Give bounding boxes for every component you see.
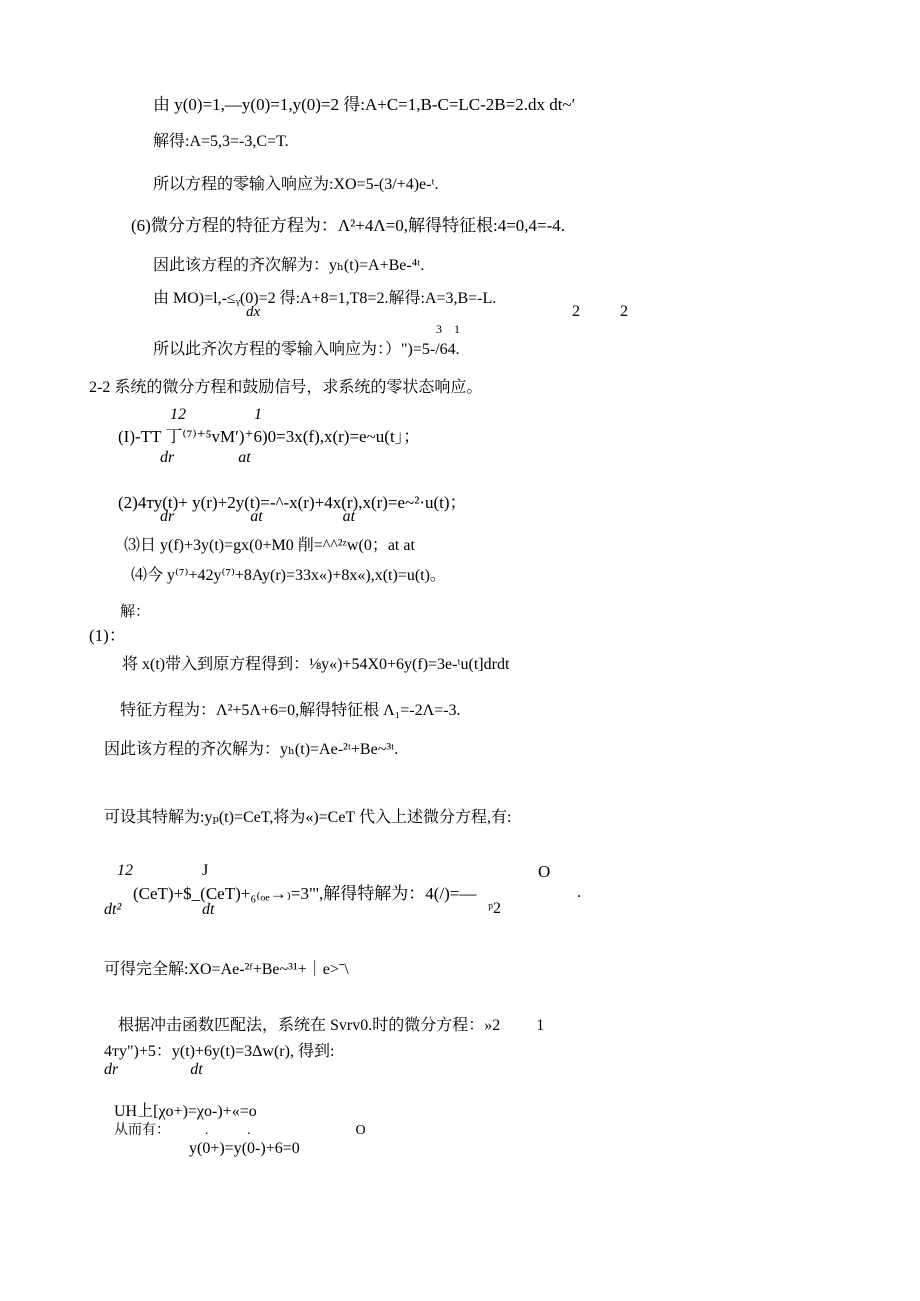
denominator-dt2: dt² — [104, 901, 122, 918]
eq-initial-conditions: 由 y(0)=1,—y(0)=1,y(0)=2 得:A+C=1,B-C=LC-2B=2.dx dt~′ — [153, 95, 576, 114]
solution-label: 解： — [120, 604, 151, 620]
jump-condition: UH上[χo+)=χo-)+«=o — [114, 1103, 257, 1120]
eq2-bottom-labels: dr at at — [160, 508, 356, 525]
homogeneous-solution: 因此该方程的齐次解为：yₕ(t)=Ae-²ᵗ+Be~³ᵗ. — [104, 741, 399, 758]
eq1: (I)-TT 丁⁽⁷⁾⁺⁵vM′)⁺6)0=3x(f),x(r)=e~u(t」； — [118, 427, 421, 446]
problem-2-2-title: 2-2 系统的微分方程和鼓励信号，求系统的零状态响应。 — [89, 379, 483, 396]
particular-solution-setup: 可设其特解为:yₚ(t)=CeT,将为«)=CeT 代入上述微分方程,有: — [104, 809, 512, 826]
p6-homogeneous-solution: 因此该方程的齐次解为：yₕ(t)=A+Be-⁴ᵗ. — [153, 257, 425, 274]
impulse-matching-eq: 4ᴛy")+5：y(t)+6y(t)=3Δw(r), 得到: — [104, 1043, 335, 1060]
frac-numerator-j: J — [202, 862, 209, 879]
particular-solution-eq: (CeT)+$_(CeT)+₆₍ₒₑ→₎=3"',解得特解为：4(/)=— — [133, 884, 477, 903]
complete-solution: 可得完全解:XO=Ae-²ᶠ+Be~³¹+｜e>ˉ\ — [104, 961, 349, 978]
solution-constants: 解得:A=5,3=-3,C=T. — [153, 133, 289, 150]
zero-input-response: 所以方程的零输入响应为:XO=5-(3/+4)e-ᵗ. — [153, 176, 439, 193]
p6-dx-label: dx — [246, 304, 261, 320]
p6-characteristic-eq: (6)微分方程的特征方程为：Λ²+4Λ=0,解得特征根:4=0,4=-4. — [131, 216, 566, 235]
p6-initial-conditions: 由 MO)=l,-≤ᵧ(0)=2 得:A+8=1,T8=2.解得:A=3,B=-L. — [153, 290, 497, 307]
eq4: ⑷今 y⁽⁷⁾+42y⁽⁷⁾+8Ay(r)=33x«)+8x«),x(t)=u(t)。 — [131, 567, 446, 584]
initial-value-result: y(0+)=y(0-)+6=0 — [189, 1140, 300, 1157]
part-1-label: (1)： — [89, 626, 126, 645]
impulse-matching-text: 根据冲击函数匹配法，系统在 Svrv0.时的微分方程：»2 1 — [118, 1017, 545, 1034]
eq1-top-labels: 12 1 — [170, 406, 262, 423]
p6-right-numbers: 2 2 — [572, 303, 628, 320]
eq3: ⑶日 y(f)+3y(t)=gx(0+M0 削=^^²ᶻw(0；at at — [124, 537, 415, 554]
eq2: (2)4ᴛy(t)+ y(r)+2y(t)=-^-x(r)+4x(r),x(r)=e~²·u(t)； — [118, 493, 467, 512]
frac-numerator-12: 12 — [117, 862, 133, 879]
impulse-matching-denominators: dr dt — [104, 1061, 203, 1078]
frac-numerator-o: O — [538, 862, 551, 881]
denominator-dt: dt — [202, 901, 215, 918]
substituted-equation: 将 x(t)带入到原方程得到：⅛y«)+54X0+6y(f)=3e-ᵗu(t]drdt — [122, 656, 510, 673]
particular-solution-denominator: ᵖ2 — [488, 900, 501, 917]
therefore-label: 从而有： . . O — [114, 1123, 366, 1138]
trailing-dot: . — [577, 884, 581, 901]
characteristic-equation: 特征方程为：Λ²+5Λ+6=0,解得特征根 Λ₁=-2Λ=-3. — [120, 702, 461, 719]
p6-zero-input-response: 所以此齐次方程的零输入响应为：）")=5-/64. — [153, 341, 460, 358]
p6-superscripts: 3 1 — [436, 322, 460, 336]
eq1-bottom-labels: dr at — [160, 449, 251, 466]
